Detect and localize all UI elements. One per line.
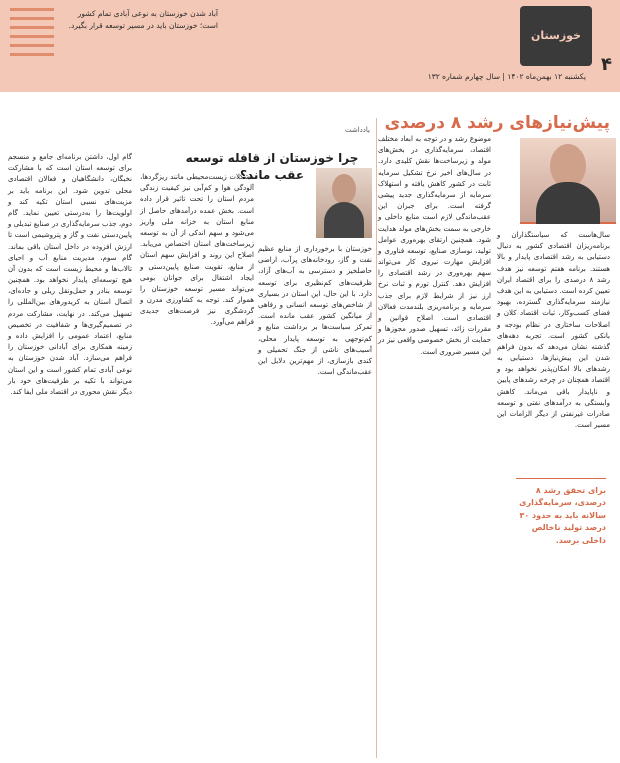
center-article-column-a: خوزستان با برخورداری از منابع عظیم نفت و گاز، رودخانه‌های پرآب، اراضی حاصلخیز و دسترسی به آب‌های آزاد، ظرفیت‌های کم‌نظیری برای توسعه دارد. با این حال، این استان در بسیاری از شاخص‌های توسعه انسانی و رفاهی از میانگین کشور عقب مانده است. تمرکز سیاست‌ها بر برداشت منابع و کم‌توجهی به توسعه پایدار محلی، آسیب‌های ناشی از جنگ تحمیلی و کندی بازسازی، از مهم‌ترین دلایل این عقب‌ماندگی است. <box>258 245 372 377</box>
center-article-column-b: مشکلات زیست‌محیطی مانند ریزگردها، آلودگی هوا و کم‌آبی نیز کیفیت زندگی مردم استان را تحت تاثیر قرار داده است. بخش عمده درآمدهای حاصل از منابع استان به خزانه ملی واریز می‌شود و سهم اندکی از آن به توسعه زیرساخت‌های استان اختصاص می‌یابد. اصلاح این روند و افزایش سهم استان از منابع، تقویت صنایع پایین‌دستی و ایجاد اشتغال برای جوانان بومی می‌تواند مسیر توسعه خوزستان را هموار کند. توجه به کشاورزی مدرن و گردشگری نیز فرصت‌های جدیدی فراهم می‌آورد. <box>140 173 254 327</box>
column-divider <box>376 118 377 758</box>
center-article-title: چرا خوزستان از قافله توسعه عقب ماند؟ <box>185 151 359 182</box>
left-article-column: گام اول، داشتن برنامه‌ای جامع و منسجم برای توسعه استان است که با مشارکت نخبگان، دانشگاهیان و فعالان اقتصادی محلی تدوین شود. این برنامه باید بر مزیت‌های نسبی استان تکیه کند و اولویت‌ها را به‌درستی تعیین نماید. گام دوم، جذب سرمایه‌گذاری در صنایع تبدیلی و پایین‌دستی نفت و گاز و پتروشیمی است تا ارزش افزوده در داخل استان باقی بماند. گام سوم، مدیریت منابع آب و احیای تالاب‌ها و محیط زیست است که بدون آن هیچ توسعه‌ای پایدار نخواهد بود. همچنین توسعه بنادر و حمل‌ونقل ریلی و جاده‌ای، اتصال استان به کریدورهای بین‌المللی را تسهیل می‌کند. در نهایت، مشارکت مردم در تصمیم‌گیری‌ها و شفافیت در تخصیص منابع، اعتماد عمومی را افزایش داده و زمینه همکاری برای آبادانی خوزستان را فراهم می‌سازد. آباد شدن خوزستان به نوعی آبادی تمام کشور است و این استان می‌تواند با تکیه بر ظرفیت‌های خود بار دیگر نقش محوری در اقتصاد ملی ایفا کند. <box>8 153 132 396</box>
header-note: آباد شدن خوزستان به نوعی آبادی تمام کشور است؛ خوزستان باید در مسیر توسعه قرار بگیرد. <box>68 9 218 30</box>
right-article-column-1: سال‌هاست که سیاستگذاران و برنامه‌ریزان اقتصادی کشور به دنبال دستیابی به رشد اقتصادی پایدار و بالا هستند. برنامه هفتم توسعه نیز هدف رشد ۸ درصدی را برای اقتصاد ایران تعیین کرده است. دستیابی به این هدف نیازمند سرمایه‌گذاری گسترده، بهبود فضای کسب‌وکار، ثبات اقتصاد کلان و اصلاحات ساختاری در نظام بودجه و بانکی کشور است. تجربه دهه‌های گذشته نشان می‌دهد که بدون فراهم شدن این پیش‌نیازها، دستیابی به رشدهای بالا امکان‌پذیر نخواهد بود و اقتصاد همچنان در چرخه رشدهای پایین و ناپایدار باقی می‌ماند. کاهش وابستگی به درآمدهای نفتی و توسعه صادرات غیرنفتی از دیگر الزامات این مسیر است. <box>497 231 610 430</box>
right-article-column-2: موضوع رشد و در توجه به ابعاد مختلف اقتصاد، سرمایه‌گذاری در بخش‌های مولد و زیرساخت‌ها نقش کلیدی دارد. در سال‌های اخیر نرخ تشکیل سرمایه ثابت در کشور کاهش یافته و استهلاک سرمایه از سرمایه‌گذاری جدید پیشی گرفته است. برای جبران این عقب‌ماندگی لازم است منابع داخلی و خارجی به سمت بخش‌های مولد هدایت شود. همچنین ارتقای بهره‌وری عوامل تولید، نوسازی صنایع، توسعه فناوری و افزایش مهارت نیروی کار می‌تواند سهم بهره‌وری در رشد اقتصادی را افزایش دهد. کنترل تورم و ثبات نرخ ارز نیز از شرایط لازم برای جذب سرمایه و برنامه‌ریزی بلندمدت فعالان اقتصادی است. اصلاح قوانین و مقررات زائد، تسهیل صدور مجوزها و حمایت از بخش خصوصی واقعی نیز در این مسیر ضروری است. <box>378 135 491 356</box>
publication-logo <box>520 6 592 66</box>
center-article-kicker: یادداشت <box>345 126 370 134</box>
center-author-photo <box>316 168 372 238</box>
author-photo <box>520 138 616 224</box>
header-decoration <box>10 8 54 78</box>
right-article-title: پیش‌نیازهای رشد ۸ درصدی <box>384 113 610 133</box>
logo-text: خوزستان <box>531 29 581 43</box>
issue-dateline: یکشنبه ۱۲ بهمن‌ماه ۱۴۰۲ | سال چهارم شماره ۱۳۲ <box>427 72 586 81</box>
page-header <box>0 0 620 92</box>
right-pull-quote: برای تحقق رشد ۸ درصدی، سرمایه‌گذاری سالانه باید به حدود ۳۰ درصد تولید ناخالص داخلی برسد. <box>516 478 606 547</box>
page-number: ۴ <box>601 54 612 75</box>
